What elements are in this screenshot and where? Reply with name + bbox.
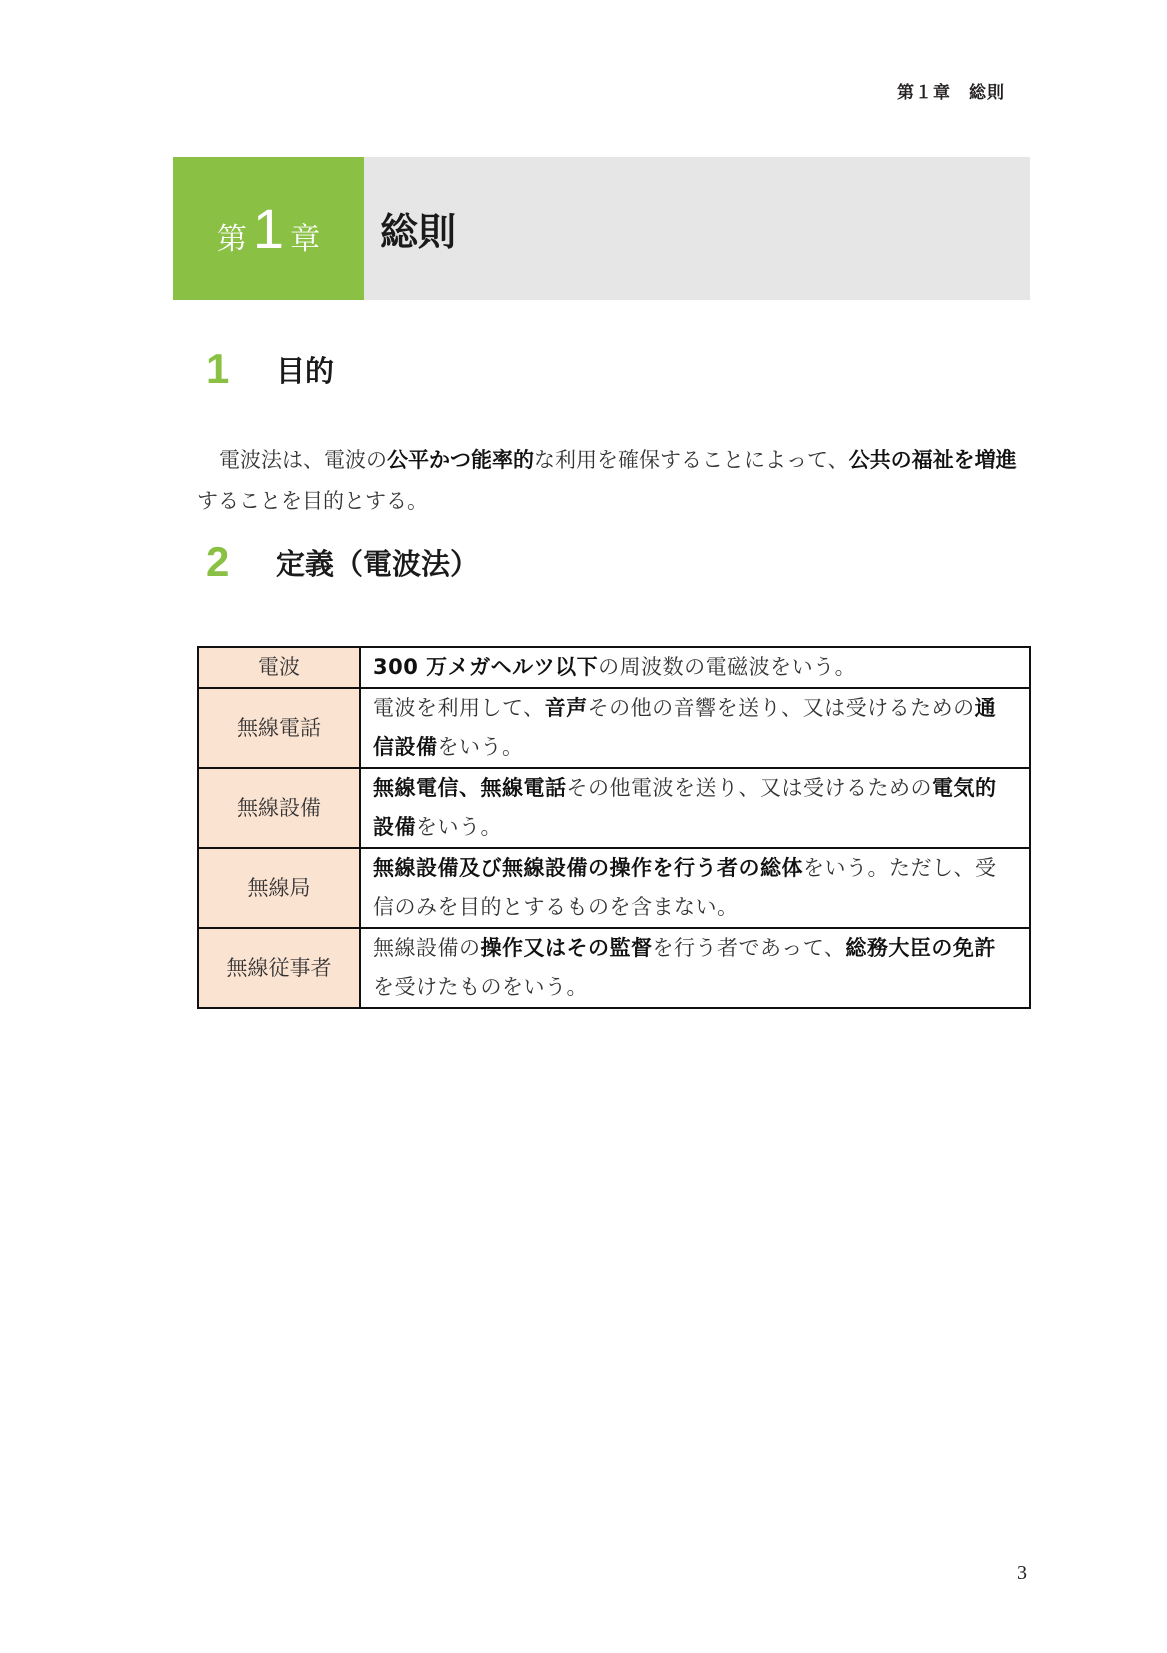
- chapter-number: 1: [252, 197, 285, 260]
- body-text: その他の音響を送り、又は受けるための: [587, 696, 975, 720]
- section-title: 目的: [276, 353, 335, 388]
- definition-description: [360, 688, 1030, 768]
- emphasis-text: 総務大臣の免許: [845, 936, 996, 960]
- definition-description: [360, 928, 1030, 1008]
- emphasis-text: 音声: [544, 696, 588, 720]
- emphasis-text: 無線電信、無線電話: [373, 776, 567, 800]
- section-title: 定義（電波法）: [276, 546, 480, 581]
- definition-row: [198, 647, 1030, 688]
- section-heading-definitions: [206, 538, 479, 586]
- body-text: 無線設備の: [373, 936, 481, 960]
- running-header: 第１章 総則: [897, 83, 1005, 103]
- definition-term: 電波: [198, 647, 360, 688]
- chapter-suffix: 章: [290, 221, 321, 257]
- section-heading-purpose: [206, 345, 334, 393]
- purpose-paragraph: [197, 440, 1033, 522]
- definition-row: [198, 688, 1030, 768]
- definition-term: 無線電話: [198, 688, 360, 768]
- definition-description: [360, 647, 1030, 688]
- definition-description: [360, 848, 1030, 928]
- definition-term: 無線設備: [198, 768, 360, 848]
- page-number: 3: [1017, 1562, 1027, 1584]
- chapter-title: 総則: [380, 210, 457, 254]
- body-text: をいう。ただし、受信のみを目的とするものを含まない。: [373, 856, 997, 919]
- definition-description: [360, 768, 1030, 848]
- emphasis-text: 通信設備: [373, 696, 997, 759]
- emphasis-text: 電気的設備: [373, 776, 997, 839]
- body-text: を行う者であって、: [652, 936, 846, 960]
- body-text: 電波法は、電波の: [219, 448, 387, 472]
- chapter-number-box: [173, 157, 364, 300]
- definitions-table: [197, 646, 1031, 1009]
- body-text: な利用を確保することによって、: [534, 448, 849, 472]
- body-text: をいう。: [416, 815, 502, 839]
- emphasis-text: 公平かつ能率的: [387, 448, 534, 472]
- emphasis-text: 公共の福祉を増進: [848, 448, 1017, 472]
- chapter-banner: [173, 157, 1030, 300]
- body-text: 電波を利用して、: [373, 696, 545, 720]
- definition-term: 無線局: [198, 848, 360, 928]
- emphasis-text: 300 万メガヘルツ以下: [373, 655, 599, 679]
- body-text: することを目的とする。: [197, 489, 428, 513]
- body-text: をいう。: [437, 735, 524, 759]
- emphasis-text: 無線設備及び無線設備の操作を行う者の総体: [373, 856, 803, 880]
- definition-row: [198, 768, 1030, 848]
- body-text: の周波数の電磁波をいう。: [598, 655, 857, 679]
- emphasis-text: 操作又はその監督: [480, 936, 653, 960]
- definition-row: [198, 848, 1030, 928]
- chapter-prefix: 第: [216, 221, 247, 257]
- body-text: を受けたものをいう。: [373, 975, 588, 999]
- section-number: 2: [206, 538, 230, 585]
- definition-row: [198, 928, 1030, 1008]
- body-text: その他電波を送り、又は受けるための: [566, 776, 932, 800]
- definition-term: 無線従事者: [198, 928, 360, 1008]
- section-number: 1: [206, 345, 230, 392]
